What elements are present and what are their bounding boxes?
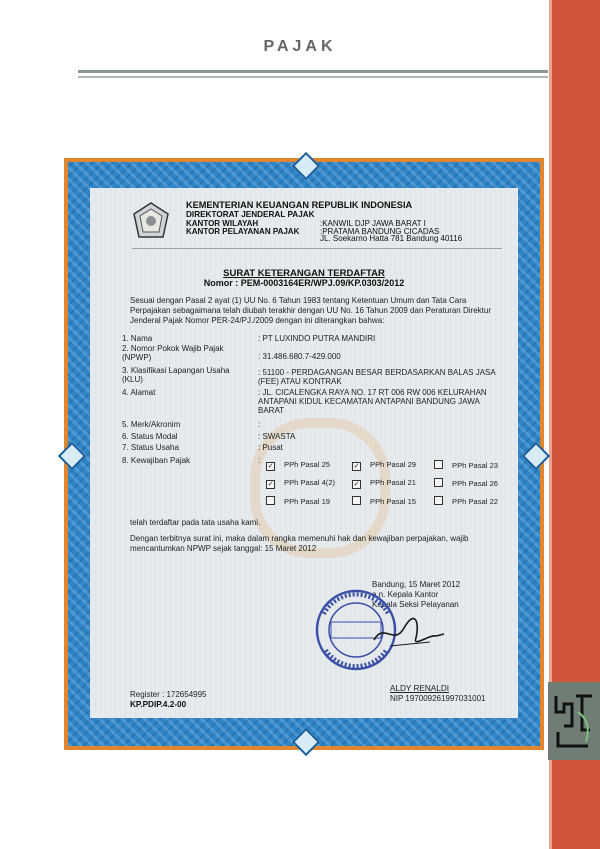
field-value-tax-obligations: : [258, 456, 261, 465]
certificate-number: Nomor : PEM-0003164ER/WPJ.09/KP.0303/2012 [203, 278, 405, 288]
border-ornament [58, 442, 86, 470]
checkbox-icon [434, 496, 443, 505]
field-label-business-status: 7. Status Usaha [122, 443, 179, 452]
obligation-checkbox: ✓ PPh Pasal 21 [353, 478, 417, 488]
signature [370, 616, 450, 652]
obligation-checkbox: PPh Pasal 22 [434, 496, 498, 506]
field-value-brand: : [258, 420, 261, 429]
field-value-address: : JL. CICALENGKA RAYA NO. 17 RT 006 RW 006 KELURAHAN ANTAPANI KIDUL KECAMATAN ANTAPANI BANDUNG JAWA BARAT [258, 388, 487, 415]
company-logo [548, 682, 600, 760]
field-label-klu: 3. Klasifikasi Lapangan Usaha (KLU) [122, 366, 230, 384]
form-code: KP.PDIP.4.2-00 [130, 700, 187, 709]
directorate-name: DIREKTORAT JENDERAL PAJAK [186, 210, 315, 219]
checkbox-icon [352, 496, 361, 505]
tax-office-label: KANTOR PELAYANAN PAJAK [186, 227, 300, 236]
obligation-checkbox: PPh Pasal 26 [434, 478, 498, 488]
letterhead-divider [132, 248, 502, 249]
ministry-name: KEMENTERIAN KEUANGAN REPUBLIK INDONESIA [186, 200, 413, 210]
tax-office-value: :PRATAMA BANDUNG CICADAS [320, 227, 440, 236]
field-value-name: : PT LUXINDO PUTRA MANDIRI [258, 334, 376, 343]
certificate-image [64, 158, 544, 750]
obligation-checkbox: PPh Pasal 15 [352, 496, 416, 506]
field-value-capital-status: : SWASTA [258, 432, 296, 441]
signer-nip: NIP 197009261997031001 [390, 694, 486, 703]
office-address: JL. Soekarno Hatta 781 Bandung 40116 [320, 234, 463, 243]
header-divider [78, 70, 548, 73]
obligation-checkbox: PPh Pasal 19 [266, 496, 330, 506]
checkbox-icon [434, 460, 443, 469]
border-ornament [292, 152, 320, 180]
field-value-klu: : 51100 - PERDAGANGAN BESAR BERDASARKAN BALAS JASA (FEE) ATAU KONTRAK [258, 368, 496, 386]
certificate-border [68, 162, 540, 746]
checkbox-icon: ✓ [353, 481, 360, 488]
closing-paragraph: Dengan terbitnya surat ini, maka dalam rangka memenuhi hak dan kewajiban perpajakan, wajib mencantumkan NPWP sejak tanggal: 15 Maret 2012 [130, 534, 469, 553]
field-value-business-status: : Pusat [258, 443, 283, 452]
section-head: Kepala Seksi Pelayanan [372, 600, 459, 609]
registered-statement: telah terdaftar pada tata usaha kami. [130, 518, 261, 527]
checkbox-icon: ✓ [267, 481, 274, 488]
place-date: Bandung, 15 Maret 2012 [372, 580, 461, 589]
regional-office-label: KANTOR WILAYAH [186, 219, 259, 228]
obligation-checkbox: ✓ PPh Pasal 4(2) [267, 478, 336, 488]
field-label-capital-status: 6. Status Modal [122, 432, 178, 441]
border-ornament [292, 728, 320, 756]
field-value-npwp: : 31.486.680.7-429.000 [258, 352, 341, 361]
for-head-of-office: a.n. Kepala Kantor [372, 590, 439, 599]
intro-paragraph: Sesuai dengan Pasal 2 ayat (1) UU No. 6 Tahun 1983 tentang Ketentuan Umum dan Tata Cara Perpajakan sebagaimana telah diubah terakhir dengan UU No. 16 Tahun 2009 dan Peraturan Direktur Jenderal Pajak Nomor PER-24/PJ./2009 dengan ini diterangkan bahwa: [130, 296, 491, 325]
register-number: Register : 172654995 [130, 690, 207, 699]
field-label-brand: 5. Merk/Akronim [122, 420, 181, 429]
obligation-checkbox: ✓ PPh Pasal 29 [353, 460, 417, 470]
certificate-title: SURAT KETERANGAN TERDAFTAR [223, 268, 385, 279]
header-divider-secondary [78, 76, 548, 78]
ministry-emblem-icon [132, 202, 170, 240]
checkbox-icon [266, 496, 275, 505]
checkbox-icon: ✓ [267, 463, 274, 470]
regional-office-value: :KANWIL DJP JAWA BARAT I [320, 219, 426, 228]
signer-name: ALDY RENALDI [390, 684, 450, 693]
border-ornament [522, 442, 550, 470]
page-header-title: PAJAK [263, 38, 337, 55]
field-label-address: 4. Alamat [122, 388, 156, 397]
field-label-tax-obligations: 8. Kewajiban Pajak [122, 456, 191, 465]
field-label-name: 1. Nama [122, 334, 153, 343]
checkbox-icon: ✓ [353, 463, 360, 470]
certificate-paper [90, 188, 518, 718]
checkbox-icon [434, 478, 443, 487]
field-label-npwp: 2. Nomor Pokok Wajib Pajak (NPWP) [122, 344, 224, 362]
obligation-checkbox: ✓ PPh Pasal 25 [267, 460, 331, 470]
obligation-checkbox: PPh Pasal 23 [434, 460, 498, 470]
